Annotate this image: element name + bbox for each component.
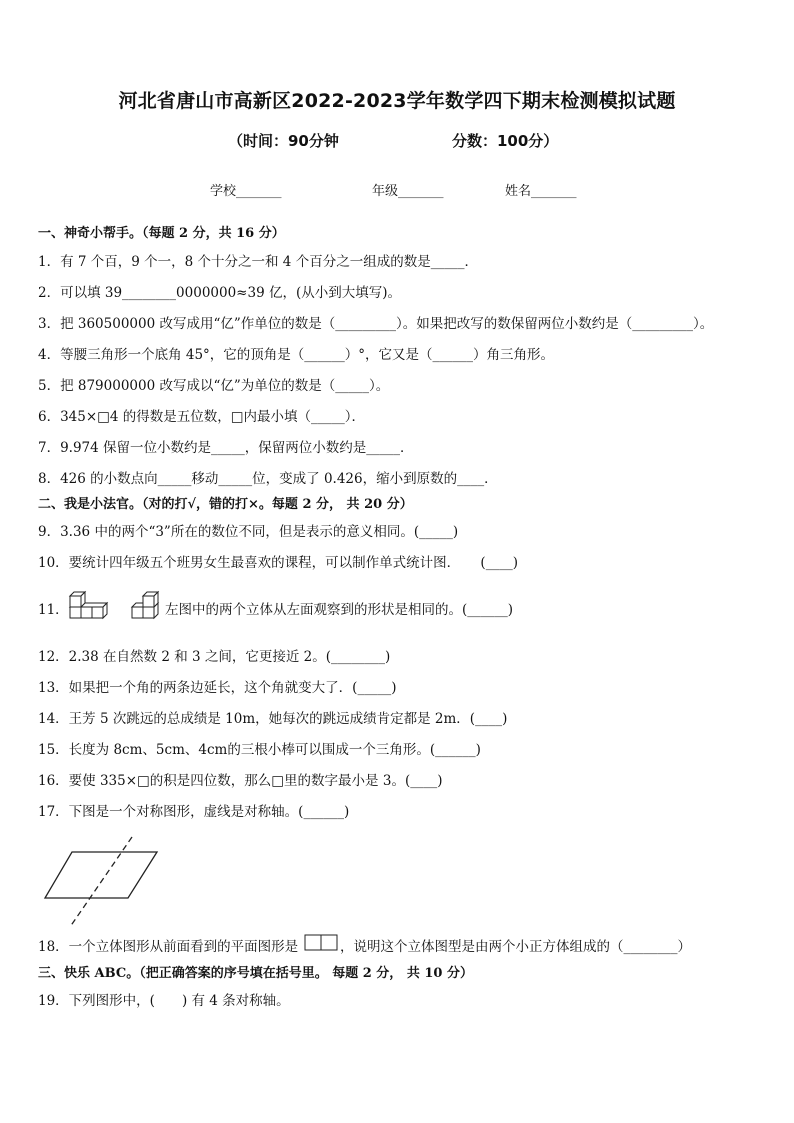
question-11: 左图中的两个立体从左面观察到的形状是相同的。(______) — [165, 602, 514, 618]
question-11-number: 11． — [38, 602, 69, 618]
question-17: 17．下图是一个对称图形，虚线是对称轴。(______) — [38, 804, 350, 820]
question-5: 5．把 879000000 改写成以“亿”为单位的数是（_____）。 — [38, 378, 390, 394]
question-14: 14．王芳 5 次跳远的总成绩是 10m，她每次的跳远成绩肯定都是 2m．(____) — [38, 711, 508, 727]
grade-field[interactable]: 年级_______ — [372, 184, 444, 199]
exam-score: 分数：100分） — [452, 132, 559, 150]
question-18-part2: ，说明这个立体图型是由两个小正方体组成的（________） — [340, 939, 691, 955]
question-8: 8．426 的小数点向_____移动_____位，变成了 0.426，缩小到原数的____． — [38, 471, 498, 487]
question-2: 2．可以填 39________0000000≈39 亿，(从小到大填写)。 — [38, 285, 401, 301]
section-3-heading: 三、快乐 ABC。（把正确答案的序号填在括号里。 每题 2 分， 共 10 分） — [38, 966, 473, 981]
question-15: 15．长度为 8cm、5cm、4cm的三根小棒可以围成一个三角形。(______) — [38, 742, 481, 758]
stacked-cubes-figure-left — [68, 588, 110, 622]
school-field[interactable]: 学校_______ — [210, 184, 282, 199]
question-19: 19．下列图形中，( ) 有 4 条对称轴。 — [38, 993, 290, 1009]
section-1-heading: 一、神奇小帮手。（每题 2 分，共 16 分） — [38, 226, 285, 241]
question-9: 9．3.36 中的两个“3”所在的数位不同，但是表示的意义相同。(_____) — [38, 524, 459, 540]
page-title: 河北省唐山市高新区2022-2023学年数学四下期末检测模拟试题 — [118, 90, 676, 112]
question-1: 1．有 7 个百，9 个一，8 个十分之一和 4 个百分之一组成的数是_____． — [38, 254, 478, 270]
question-10: 10．要统计四年级五个班男女生最喜欢的课程，可以制作单式统计图． (____) — [38, 555, 518, 571]
question-3: 3．把 360500000 改写成用“亿”作单位的数是（_________）。如果把改写的数保留两位小数约是（_________）。 — [38, 316, 714, 332]
two-squares-front-view-figure — [304, 934, 340, 952]
parallelogram-symmetry-figure — [40, 835, 165, 930]
question-16: 16．要使 335×□的积是四位数，那么□里的数字最小是 3。(____) — [38, 773, 443, 789]
name-field[interactable]: 姓名_______ — [505, 184, 577, 199]
question-6: 6．345×□4 的得数是五位数，□内最小填（_____）． — [38, 409, 366, 425]
question-18-part1: 18．一个立体图形从前面看到的平面图形是 — [38, 939, 299, 955]
question-12: 12．2.38 在自然数 2 和 3 之间，它更接近 2。(________) — [38, 649, 391, 665]
exam-time: （时间：90分钟 — [228, 132, 339, 150]
section-2-heading: 二、我是小法官。（对的打√，错的打×。每题 2 分， 共 20 分） — [38, 497, 413, 512]
question-4: 4．等腰三角形一个底角 45°，它的顶角是（______）°，它又是（______）角三角形。 — [38, 347, 555, 363]
question-7: 7．9.974 保留一位小数约是_____，保留两位小数约是_____． — [38, 440, 414, 456]
stacked-cubes-figure-right — [128, 588, 170, 622]
question-13: 13．如果把一个角的两条边延长，这个角就变大了．(_____) — [38, 680, 397, 696]
